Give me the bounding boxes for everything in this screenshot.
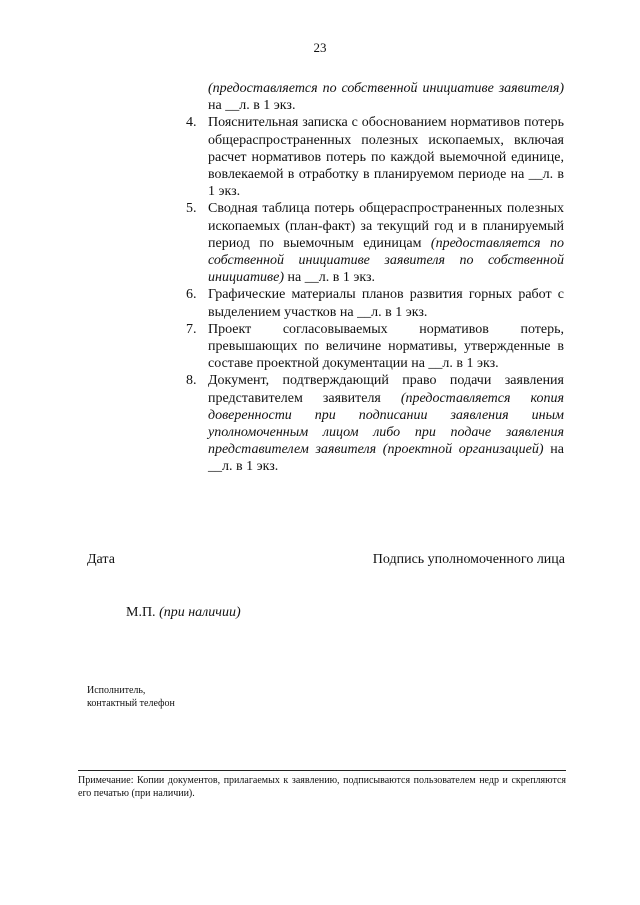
list-item-segment: на __л. в 1 экз. — [208, 442, 564, 475]
list-item-number: 4. — [186, 115, 197, 131]
list-item-number: 6. — [186, 287, 197, 303]
signature-label: Подпись уполномоченного лица — [372, 552, 565, 567]
intro-rest: на __л. в 1 экз. — [208, 98, 296, 114]
executor-line: Исполнитель, — [87, 685, 146, 696]
executor-block — [87, 684, 175, 710]
page-number: 23 — [313, 40, 327, 55]
list-item-text — [208, 372, 564, 475]
signature-row — [87, 552, 565, 568]
list-item-segment: Пояснительная записка с обоснованием нормативов потерь общераспространенных полезных ископаемых, включая расчет нормативов потерь по каждой выемочной единице, вовлекаемой в отработку в планируемом периоде на __л. в 1 экз. — [208, 115, 564, 200]
list-item-italic-segment: (предоставляется по собственной инициативе заявителя по собственной инициативе) — [208, 235, 565, 286]
list-item-text — [208, 200, 564, 286]
stamp-italic: (при наличии) — [159, 605, 241, 620]
list-item — [186, 321, 564, 373]
stamp-text: М.П. — [126, 605, 160, 620]
list-item-segment: Документ, подтверждающий право подачи заявления представителем заявителя — [208, 373, 564, 406]
list-item — [186, 200, 564, 286]
date-label: Дата — [87, 552, 115, 567]
list-item-number: 8. — [186, 373, 197, 389]
list-item-segment: на __л. в 1 экз. — [284, 270, 375, 286]
intro-italic: (предоставляется по собственной инициативе заявителя) — [208, 81, 564, 96]
intro-paragraph — [186, 80, 564, 114]
list-item-text — [208, 286, 564, 320]
list-item-segment: Проект согласовываемых нормативов потерь, превышающих по величине нормативы, утвержденные в составе проектной документации на __л. в 1 экз. — [208, 321, 564, 372]
footnote-divider — [78, 770, 566, 771]
list-item-italic-segment: (предоставляется копия доверенности при подписании заявления иным уполномоченным лицом либо при подаче заявления представителем заявителя (проектной организацией) — [208, 390, 564, 458]
list-item — [186, 372, 564, 475]
footnote-note: Примечание: Копии документов, прилагаемых к заявлению, подписываются пользователем недр и скрепляются его печатью (при наличии). — [78, 775, 566, 799]
list-item-text — [208, 321, 564, 373]
list-item — [186, 286, 564, 320]
list-item-number: 5. — [186, 201, 197, 217]
list-item-number: 7. — [186, 321, 197, 337]
list-item-segment: Сводная таблица потерь общераспространенных полезных ископаемых (план-факт) за текущий год и в планируемый период по выемочным единицам — [208, 201, 564, 251]
document-list — [186, 80, 564, 476]
list-item-text — [208, 114, 564, 200]
stamp-label — [126, 605, 241, 621]
list-item — [186, 114, 564, 200]
list-item-segment: Графические материалы планов развития горных работ с выделением участков на __л. в 1 экз. — [208, 287, 564, 320]
executor-phone-line: контактный телефон — [87, 698, 175, 709]
items-list — [186, 114, 564, 475]
